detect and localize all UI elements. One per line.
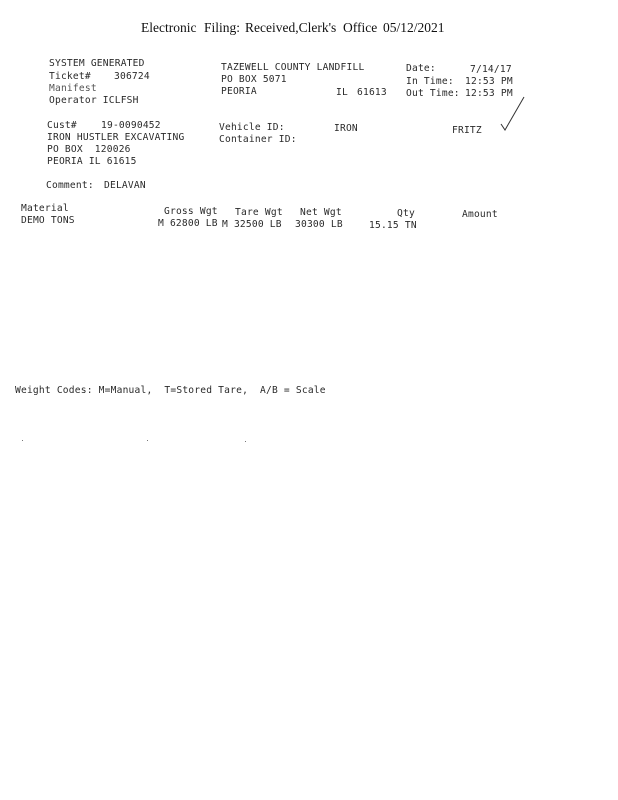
cust-label: Cust#	[47, 120, 77, 131]
in-time-value: 12:53 PM	[465, 76, 513, 87]
out-time-value: 12:53 PM	[465, 88, 513, 99]
operator: Operator ICLFSH	[49, 95, 139, 106]
stamp-filing: Filing:	[204, 20, 241, 35]
comment-label: Comment:	[46, 180, 94, 191]
manifest: Manifest	[49, 83, 97, 94]
landfill-state: IL	[336, 87, 348, 98]
row-gross: M 62800 LB	[158, 218, 218, 229]
col-amount: Amount	[462, 209, 498, 220]
checkmark-icon	[498, 94, 528, 134]
landfill-po-box: PO BOX 5071	[221, 74, 287, 85]
row-tare: M 32500 LB	[222, 219, 282, 230]
ticket-label: Ticket#	[49, 71, 91, 82]
col-material: Material	[21, 203, 69, 214]
cust-number: 19-0090452	[101, 120, 161, 131]
row-material: DEMO TONS	[21, 215, 75, 226]
customer-po-box: PO BOX 120026	[47, 144, 131, 155]
date-value: 7/14/17	[470, 64, 512, 75]
customer-city: PEORIA IL 61615	[47, 156, 137, 167]
ticket-number: 306724	[114, 71, 150, 82]
in-time-label: In Time:	[406, 76, 454, 87]
row-qty: 15.15 TN	[369, 220, 417, 231]
stamp-received: Received,Clerk's	[245, 20, 337, 35]
col-tare: Tare Wgt	[235, 207, 283, 218]
col-gross: Gross Wgt	[164, 206, 218, 217]
scan-speck	[245, 441, 246, 442]
landfill-name: TAZEWELL COUNTY LANDFILL	[221, 62, 365, 73]
vehicle-value: IRON	[334, 123, 358, 134]
col-net: Net Wgt	[300, 207, 342, 218]
scan-speck	[22, 440, 23, 441]
weight-codes: Weight Codes: M=Manual, T=Stored Tare, A/B = Scale	[15, 385, 326, 396]
landfill-zip: 61613	[357, 87, 387, 98]
signature-text: FRITZ	[452, 125, 482, 136]
stamp-office: Office	[343, 20, 378, 35]
scan-speck	[147, 440, 148, 441]
vehicle-label: Vehicle ID:	[219, 122, 285, 133]
stamp-date: 05/12/2021	[383, 20, 445, 35]
customer-name: IRON HUSTLER EXCAVATING	[47, 132, 185, 143]
stamp-electronic: Electronic	[141, 20, 197, 35]
system-generated: SYSTEM GENERATED	[49, 58, 145, 69]
date-label: Date:	[406, 63, 436, 74]
comment-value: DELAVAN	[104, 180, 146, 191]
out-time-label: Out Time:	[406, 88, 460, 99]
landfill-city: PEORIA	[221, 86, 257, 97]
row-net: 30300 LB	[295, 219, 343, 230]
col-qty: Qty	[397, 208, 415, 219]
container-label: Container ID:	[219, 134, 297, 145]
